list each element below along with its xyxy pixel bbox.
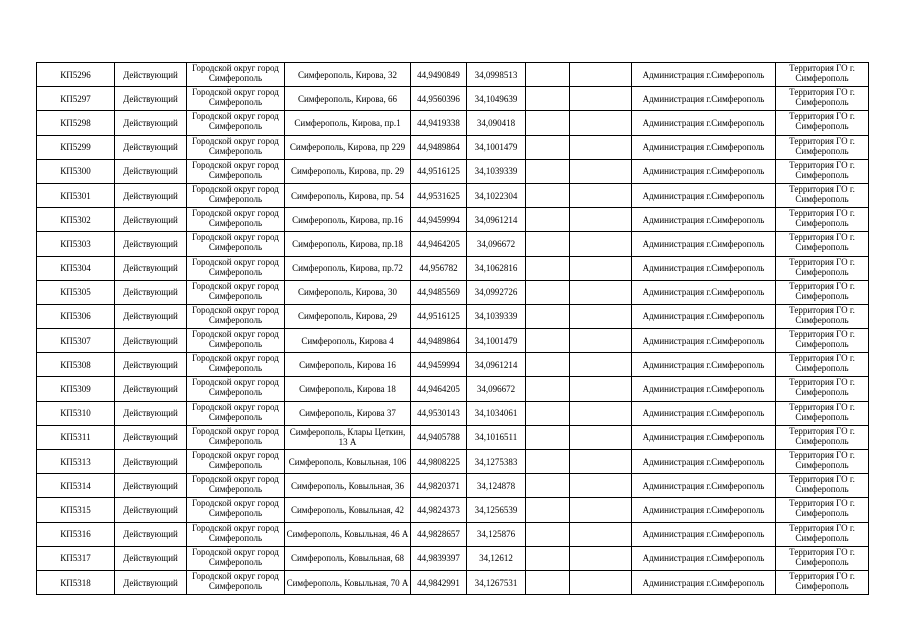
cell-address: Симферополь, Кирова, пр.72	[285, 256, 411, 280]
cell-latitude: 44,9464205	[411, 232, 467, 256]
table-row	[37, 377, 869, 401]
cell-empty-b	[570, 425, 632, 449]
cell-district: Городской округ город Симферополь	[187, 208, 285, 232]
cell-latitude: 44,9808225	[411, 450, 467, 474]
cell-district: Городской округ город Симферополь	[187, 377, 285, 401]
cell-code: КП5307	[37, 329, 115, 353]
cell-empty-b	[570, 111, 632, 135]
cell-district: Городской округ город Симферополь	[187, 63, 285, 87]
table-row	[37, 474, 869, 498]
cell-empty-a	[526, 159, 570, 183]
cell-owner: Администрация г.Симферополь	[632, 280, 776, 304]
cell-status: Действующий	[115, 474, 187, 498]
cell-code: КП5301	[37, 183, 115, 207]
cell-territory: Территория ГО г. Симферополь	[776, 450, 869, 474]
cell-territory: Территория ГО г. Симферополь	[776, 474, 869, 498]
cell-empty-b	[570, 183, 632, 207]
cell-empty-a	[526, 546, 570, 570]
cell-owner: Администрация г.Симферополь	[632, 450, 776, 474]
cell-empty-b	[570, 450, 632, 474]
registry-table-body	[37, 63, 869, 595]
cell-owner: Администрация г.Симферополь	[632, 425, 776, 449]
cell-district: Городской округ город Симферополь	[187, 522, 285, 546]
cell-district: Городской округ город Симферополь	[187, 450, 285, 474]
cell-empty-a	[526, 256, 570, 280]
cell-address: Симферополь, Ковыльная, 106	[285, 450, 411, 474]
cell-territory: Территория ГО г. Симферополь	[776, 377, 869, 401]
cell-status: Действующий	[115, 377, 187, 401]
cell-district: Городской округ город Симферополь	[187, 256, 285, 280]
table-row	[37, 546, 869, 570]
cell-code: КП5315	[37, 498, 115, 522]
table-row	[37, 425, 869, 449]
table-row	[37, 522, 869, 546]
cell-empty-b	[570, 570, 632, 594]
cell-empty-a	[526, 87, 570, 111]
cell-latitude: 44,9531625	[411, 183, 467, 207]
cell-longitude: 34,096672	[467, 377, 526, 401]
cell-owner: Администрация г.Симферополь	[632, 63, 776, 87]
cell-territory: Территория ГО г. Симферополь	[776, 63, 869, 87]
cell-empty-a	[526, 450, 570, 474]
cell-status: Действующий	[115, 304, 187, 328]
cell-latitude: 44,9459994	[411, 353, 467, 377]
cell-territory: Территория ГО г. Симферополь	[776, 353, 869, 377]
cell-district: Городской округ город Симферополь	[187, 498, 285, 522]
cell-latitude: 44,9824373	[411, 498, 467, 522]
cell-empty-b	[570, 280, 632, 304]
cell-empty-b	[570, 401, 632, 425]
cell-address: Симферополь, Кирова 4	[285, 329, 411, 353]
cell-empty-b	[570, 474, 632, 498]
cell-status: Действующий	[115, 498, 187, 522]
cell-address: Симферополь, Кирова 37	[285, 401, 411, 425]
cell-address: Симферополь, Кирова 18	[285, 377, 411, 401]
cell-empty-a	[526, 63, 570, 87]
cell-address: Симферополь, Ковыльная, 70 А	[285, 570, 411, 594]
cell-longitude: 34,1016511	[467, 425, 526, 449]
cell-empty-b	[570, 135, 632, 159]
cell-district: Городской округ город Симферополь	[187, 280, 285, 304]
cell-district: Городской округ город Симферополь	[187, 159, 285, 183]
table-row	[37, 401, 869, 425]
cell-longitude: 34,1039339	[467, 159, 526, 183]
cell-address: Симферополь, Кирова, пр. 29	[285, 159, 411, 183]
cell-latitude: 44,9405788	[411, 425, 467, 449]
cell-address: Симферополь, Кирова 16	[285, 353, 411, 377]
cell-territory: Территория ГО г. Симферополь	[776, 232, 869, 256]
cell-code: КП5302	[37, 208, 115, 232]
cell-owner: Администрация г.Симферополь	[632, 256, 776, 280]
cell-longitude: 34,1001479	[467, 329, 526, 353]
cell-status: Действующий	[115, 425, 187, 449]
cell-empty-a	[526, 304, 570, 328]
cell-status: Действующий	[115, 546, 187, 570]
cell-district: Городской округ город Симферополь	[187, 401, 285, 425]
cell-district: Городской округ город Симферополь	[187, 304, 285, 328]
cell-owner: Администрация г.Симферополь	[632, 111, 776, 135]
cell-code: КП5299	[37, 135, 115, 159]
cell-empty-a	[526, 570, 570, 594]
cell-address: Симферополь, Кирова, пр.16	[285, 208, 411, 232]
cell-longitude: 34,1039339	[467, 304, 526, 328]
cell-owner: Администрация г.Симферополь	[632, 208, 776, 232]
table-row	[37, 135, 869, 159]
cell-owner: Администрация г.Симферополь	[632, 377, 776, 401]
cell-code: КП5313	[37, 450, 115, 474]
cell-empty-b	[570, 353, 632, 377]
cell-empty-a	[526, 111, 570, 135]
cell-status: Действующий	[115, 280, 187, 304]
cell-longitude: 34,1275383	[467, 450, 526, 474]
cell-code: КП5305	[37, 280, 115, 304]
cell-district: Городской округ город Симферополь	[187, 135, 285, 159]
cell-empty-a	[526, 183, 570, 207]
cell-status: Действующий	[115, 159, 187, 183]
cell-code: КП5298	[37, 111, 115, 135]
cell-territory: Территория ГО г. Симферополь	[776, 522, 869, 546]
cell-territory: Территория ГО г. Симферополь	[776, 280, 869, 304]
cell-status: Действующий	[115, 111, 187, 135]
cell-empty-a	[526, 280, 570, 304]
cell-empty-a	[526, 329, 570, 353]
cell-territory: Территория ГО г. Симферополь	[776, 546, 869, 570]
cell-empty-b	[570, 232, 632, 256]
cell-longitude: 34,0961214	[467, 208, 526, 232]
table-row	[37, 111, 869, 135]
cell-status: Действующий	[115, 208, 187, 232]
cell-address: Симферополь, Кирова, 32	[285, 63, 411, 87]
cell-district: Городской округ город Симферополь	[187, 546, 285, 570]
cell-latitude: 44,9459994	[411, 208, 467, 232]
cell-longitude: 34,1062816	[467, 256, 526, 280]
cell-empty-a	[526, 232, 570, 256]
cell-district: Городской округ город Симферополь	[187, 111, 285, 135]
cell-owner: Администрация г.Симферополь	[632, 401, 776, 425]
cell-territory: Территория ГО г. Симферополь	[776, 425, 869, 449]
registry-table	[36, 62, 869, 595]
cell-empty-a	[526, 208, 570, 232]
cell-code: КП5318	[37, 570, 115, 594]
cell-latitude: 44,9560396	[411, 87, 467, 111]
cell-status: Действующий	[115, 63, 187, 87]
cell-address: Симферополь, Ковыльная, 36	[285, 474, 411, 498]
cell-territory: Территория ГО г. Симферополь	[776, 208, 869, 232]
cell-territory: Территория ГО г. Симферополь	[776, 304, 869, 328]
cell-address: Симферополь, Кирова, пр. 54	[285, 183, 411, 207]
table-row	[37, 87, 869, 111]
cell-status: Действующий	[115, 183, 187, 207]
cell-owner: Администрация г.Симферополь	[632, 159, 776, 183]
cell-owner: Администрация г.Симферополь	[632, 87, 776, 111]
cell-empty-b	[570, 87, 632, 111]
cell-address: Симферополь, Кирова, пр.18	[285, 232, 411, 256]
cell-empty-b	[570, 208, 632, 232]
cell-territory: Территория ГО г. Симферополь	[776, 183, 869, 207]
cell-territory: Территория ГО г. Симферополь	[776, 329, 869, 353]
cell-code: КП5304	[37, 256, 115, 280]
cell-address: Симферополь, Кирова, пр 229	[285, 135, 411, 159]
cell-latitude: 44,9820371	[411, 474, 467, 498]
cell-longitude: 34,124878	[467, 474, 526, 498]
cell-district: Городской округ город Симферополь	[187, 474, 285, 498]
cell-district: Городской округ город Симферополь	[187, 425, 285, 449]
table-row	[37, 280, 869, 304]
table-row	[37, 329, 869, 353]
cell-owner: Администрация г.Симферополь	[632, 135, 776, 159]
cell-district: Городской округ город Симферополь	[187, 353, 285, 377]
cell-district: Городской округ город Симферополь	[187, 329, 285, 353]
cell-empty-b	[570, 522, 632, 546]
cell-latitude: 44,9489864	[411, 135, 467, 159]
table-row	[37, 256, 869, 280]
table-row	[37, 63, 869, 87]
cell-code: КП5311	[37, 425, 115, 449]
cell-code: КП5310	[37, 401, 115, 425]
cell-owner: Администрация г.Симферополь	[632, 304, 776, 328]
cell-empty-a	[526, 425, 570, 449]
table-row	[37, 450, 869, 474]
cell-longitude: 34,0992726	[467, 280, 526, 304]
cell-longitude: 34,125876	[467, 522, 526, 546]
cell-empty-a	[526, 135, 570, 159]
cell-district: Городской округ город Симферополь	[187, 183, 285, 207]
cell-owner: Администрация г.Симферополь	[632, 522, 776, 546]
cell-code: КП5309	[37, 377, 115, 401]
cell-address: Симферополь, Кирова, 66	[285, 87, 411, 111]
cell-territory: Территория ГО г. Симферополь	[776, 159, 869, 183]
cell-code: КП5306	[37, 304, 115, 328]
cell-owner: Администрация г.Симферополь	[632, 498, 776, 522]
cell-address: Симферополь, Ковыльная, 42	[285, 498, 411, 522]
cell-district: Городской округ город Симферополь	[187, 570, 285, 594]
cell-longitude: 34,1022304	[467, 183, 526, 207]
cell-territory: Территория ГО г. Симферополь	[776, 498, 869, 522]
table-row	[37, 498, 869, 522]
cell-owner: Администрация г.Симферополь	[632, 353, 776, 377]
cell-empty-b	[570, 304, 632, 328]
cell-latitude: 44,9489864	[411, 329, 467, 353]
cell-address: Симферополь, Ковыльная, 46 А	[285, 522, 411, 546]
cell-territory: Территория ГО г. Симферополь	[776, 401, 869, 425]
cell-code: КП5308	[37, 353, 115, 377]
cell-empty-b	[570, 377, 632, 401]
cell-owner: Администрация г.Симферополь	[632, 474, 776, 498]
cell-longitude: 34,1034061	[467, 401, 526, 425]
cell-owner: Администрация г.Симферополь	[632, 232, 776, 256]
cell-owner: Администрация г.Симферополь	[632, 183, 776, 207]
cell-empty-a	[526, 377, 570, 401]
cell-empty-b	[570, 329, 632, 353]
cell-status: Действующий	[115, 87, 187, 111]
cell-empty-b	[570, 256, 632, 280]
cell-status: Действующий	[115, 401, 187, 425]
cell-code: КП5316	[37, 522, 115, 546]
cell-empty-b	[570, 63, 632, 87]
cell-status: Действующий	[115, 450, 187, 474]
cell-status: Действующий	[115, 256, 187, 280]
cell-longitude: 34,090418	[467, 111, 526, 135]
cell-code: КП5314	[37, 474, 115, 498]
cell-owner: Администрация г.Симферополь	[632, 570, 776, 594]
cell-longitude: 34,12612	[467, 546, 526, 570]
cell-longitude: 34,1267531	[467, 570, 526, 594]
cell-latitude: 44,956782	[411, 256, 467, 280]
cell-status: Действующий	[115, 353, 187, 377]
cell-status: Действующий	[115, 522, 187, 546]
cell-code: КП5296	[37, 63, 115, 87]
cell-status: Действующий	[115, 232, 187, 256]
cell-status: Действующий	[115, 135, 187, 159]
cell-latitude: 44,9839397	[411, 546, 467, 570]
cell-latitude: 44,9490849	[411, 63, 467, 87]
cell-latitude: 44,9485569	[411, 280, 467, 304]
cell-longitude: 34,1049639	[467, 87, 526, 111]
cell-code: КП5297	[37, 87, 115, 111]
cell-latitude: 44,9516125	[411, 159, 467, 183]
cell-status: Действующий	[115, 570, 187, 594]
cell-district: Городской округ город Симферополь	[187, 232, 285, 256]
cell-code: КП5303	[37, 232, 115, 256]
cell-code: КП5300	[37, 159, 115, 183]
cell-address: Симферополь, Клары Цеткин, 13 А	[285, 425, 411, 449]
cell-address: Симферополь, Ковыльная, 68	[285, 546, 411, 570]
cell-latitude: 44,9419338	[411, 111, 467, 135]
cell-address: Симферополь, Кирова, 29	[285, 304, 411, 328]
cell-territory: Территория ГО г. Симферополь	[776, 111, 869, 135]
cell-address: Симферополь, Кирова, пр.1	[285, 111, 411, 135]
cell-longitude: 34,0998513	[467, 63, 526, 87]
cell-longitude: 34,0961214	[467, 353, 526, 377]
table-row	[37, 208, 869, 232]
table-row	[37, 353, 869, 377]
cell-latitude: 44,9516125	[411, 304, 467, 328]
table-row	[37, 159, 869, 183]
cell-empty-a	[526, 522, 570, 546]
cell-empty-a	[526, 401, 570, 425]
cell-empty-b	[570, 498, 632, 522]
cell-empty-a	[526, 498, 570, 522]
cell-address: Симферополь, Кирова, 30	[285, 280, 411, 304]
cell-code: КП5317	[37, 546, 115, 570]
table-row	[37, 232, 869, 256]
cell-latitude: 44,9828657	[411, 522, 467, 546]
cell-longitude: 34,1001479	[467, 135, 526, 159]
cell-latitude: 44,9530143	[411, 401, 467, 425]
cell-territory: Территория ГО г. Симферополь	[776, 135, 869, 159]
cell-latitude: 44,9464205	[411, 377, 467, 401]
cell-status: Действующий	[115, 329, 187, 353]
cell-empty-a	[526, 353, 570, 377]
cell-owner: Администрация г.Симферополь	[632, 329, 776, 353]
cell-empty-b	[570, 159, 632, 183]
cell-longitude: 34,1256539	[467, 498, 526, 522]
table-row	[37, 304, 869, 328]
table-row	[37, 183, 869, 207]
table-row	[37, 570, 869, 594]
cell-territory: Территория ГО г. Симферополь	[776, 570, 869, 594]
cell-territory: Территория ГО г. Симферополь	[776, 256, 869, 280]
cell-latitude: 44,9842991	[411, 570, 467, 594]
cell-territory: Территория ГО г. Симферополь	[776, 87, 869, 111]
cell-owner: Администрация г.Симферополь	[632, 546, 776, 570]
cell-empty-b	[570, 546, 632, 570]
cell-longitude: 34,096672	[467, 232, 526, 256]
cell-district: Городской округ город Симферополь	[187, 87, 285, 111]
cell-empty-a	[526, 474, 570, 498]
